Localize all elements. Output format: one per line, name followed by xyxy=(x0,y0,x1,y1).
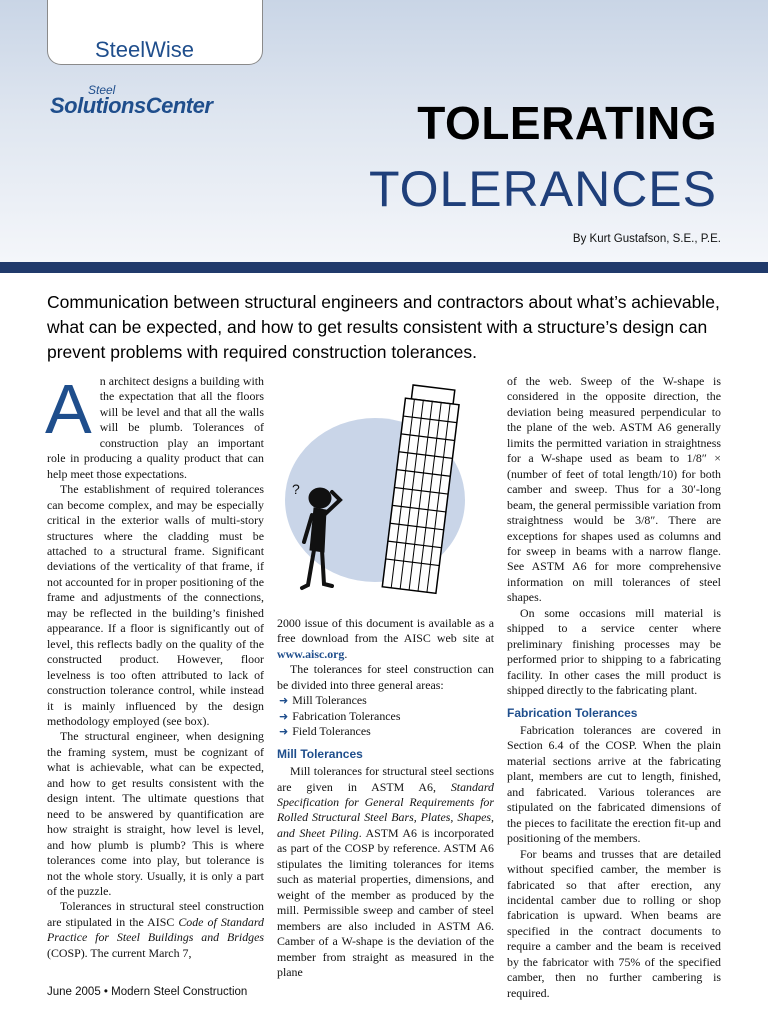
list-item: ➜ Mill Tolerances xyxy=(279,693,367,708)
leaning-tower-icon xyxy=(382,384,460,593)
col2-paragraph-2: The tolerances for steel construction can be divided into three general areas: xyxy=(277,662,494,692)
col1-paragraph-1: An architect designs a building with the expectation that all the floors will be level and that all the walls will be plumb. Tolerances of construction play an important role in producing a quality product that can help meet those expectations. xyxy=(45,370,264,481)
steelwise-label: SteelWise xyxy=(95,37,195,62)
deck-intro: Communication between structural engineers and contractors about what’s achievable, what can be expected, and how to get results consistent with a structure’s design can prevent problems with required construction tolerances. xyxy=(47,292,720,362)
subhead-mill-tolerances: Mill Tolerances xyxy=(277,746,363,761)
column-3 xyxy=(507,374,721,1001)
col3-paragraph-2: On some occasions mill material is shipped to a service center where preliminary finishing processes may be performed prior to shipping to a fabricating facility. In other cases the mill product is shipped directly to the fabricating plant. xyxy=(507,605,721,698)
arrow-right-icon: ➜ xyxy=(279,725,289,739)
column-2 xyxy=(277,616,494,980)
list-item: ➜ Field Tolerances xyxy=(279,724,371,739)
col3-paragraph-1: of the web. Sweep of the W-shape is considered in the opposite direction, the deviation being measured perpendicular to the plane of the web. ASTM A6 generally limits the permitted variation in straightness for a W-shape used as beam to 1/8″ × (number of feet of total length/10) for both camber and sweep. Thus for a 30′-long beam, the general permissible variation from straightness would be 3/8″. There are exceptions for shapes used as columns and for sweep in beams with a narrow flange. See ASTM A6 for more comprehensive information on mill tolerances of steel shapes. xyxy=(507,374,721,605)
leaning-tower-illustration xyxy=(280,370,500,610)
column-1 xyxy=(45,370,264,961)
header-rule xyxy=(0,262,768,273)
col3-paragraph-4: For beams and trusses that are detailed without specified camber, the member is fabricated so that after erection, any incidental camber due to rolling or shop fabrication is upward. When beams are specified in the contract documents to require a camber and the beam is received by the fabricator with 75% of the specified camber, then no further cambering is required. xyxy=(507,846,721,1000)
title-line-1: TOLERATING xyxy=(417,97,717,149)
col1-paragraph-3: The structural engineer, when designing the framing system, must be cognizant of what is achievable, what can be expected, and how to get results consistent with the design intent. The ultimate questions that need to be answered by quantification are how straight is straight, how level is level, and how plumb is plumb? This is where tolerances come into play, but tolerance is not the whole story. Usually, it is only a part of the puzzle. xyxy=(47,729,264,898)
col2-paragraph-1: 2000 issue of this document is available as a free download from the AISC web site at www.aisc.org. xyxy=(277,616,494,661)
byline: By Kurt Gustafson, S.E., P.E. xyxy=(572,233,721,245)
logo-solutions-center: SolutionsCenter xyxy=(50,93,213,118)
subhead-fabrication-tolerances: Fabrication Tolerances xyxy=(507,705,638,720)
col3-paragraph-3: Fabrication tolerances are covered in Section 6.4 of the COSP. When the plain material sections arrive at the fabricating plant, members are cut to length, finished, and fabricated. Various tolerances are stipulated on the fabricated dimensions of the pieces to facilitate the erection fit-up and positioning of the members. xyxy=(507,722,721,846)
page-footer: June 2005 • Modern Steel Construction xyxy=(47,986,248,998)
aisc-link[interactable]: www.aisc.org xyxy=(277,646,345,661)
drop-cap: A xyxy=(45,370,92,448)
list-item: ➜ Fabrication Tolerances xyxy=(279,708,401,723)
col1-paragraph-2: The establishment of required tolerances can become complex, and may be especially critical in the exterior walls of multi-story structures where the cladding must be attached to a structural frame. Significant deviations of the verticality of that frame, if not accounted for in proper positioning of the frame and adjustments of the connections, may be reflected in the building’s finished appearance. If a floor is significantly out of level, this reflects badly on the quality of the constructed product. However, floor levelness is too often attributed to lack of construction tolerance control, while instead it is mainly influenced by the design methodology employed (see box). xyxy=(47,482,264,728)
title-line-2: TOLERANCES xyxy=(368,161,717,217)
arrow-right-icon: ➜ xyxy=(279,694,289,708)
logo-steel-text: Steel xyxy=(88,83,116,97)
arrow-right-icon: ➜ xyxy=(279,709,289,723)
col1-paragraph-4: Tolerances in structural steel construction are stipulated in the AISC Code of Standard Practice for Steel Buildings and Bridges (COSP). The current March 7, xyxy=(47,899,264,960)
col2-paragraph-3: Mill tolerances for structural steel sections are given in ASTM A6, Standard Specification for General Requirements for Rolled Structural Steel Bars, Plates, Shapes, and Sheet Piling. ASTM A6 is incorporated as part of the COSP by reference. ASTM A6 stipulates the limiting tolerances for items such as material properties, dimensions, and weight of the member as produced by the mill. Permissible sweep and camber of steel members are also included in ASTM A6. Camber of a W-shape is the deviation of the member from straight as measured in the plane xyxy=(277,764,494,979)
question-mark-icon: ? xyxy=(292,481,300,497)
tolerance-areas-list xyxy=(277,693,494,739)
